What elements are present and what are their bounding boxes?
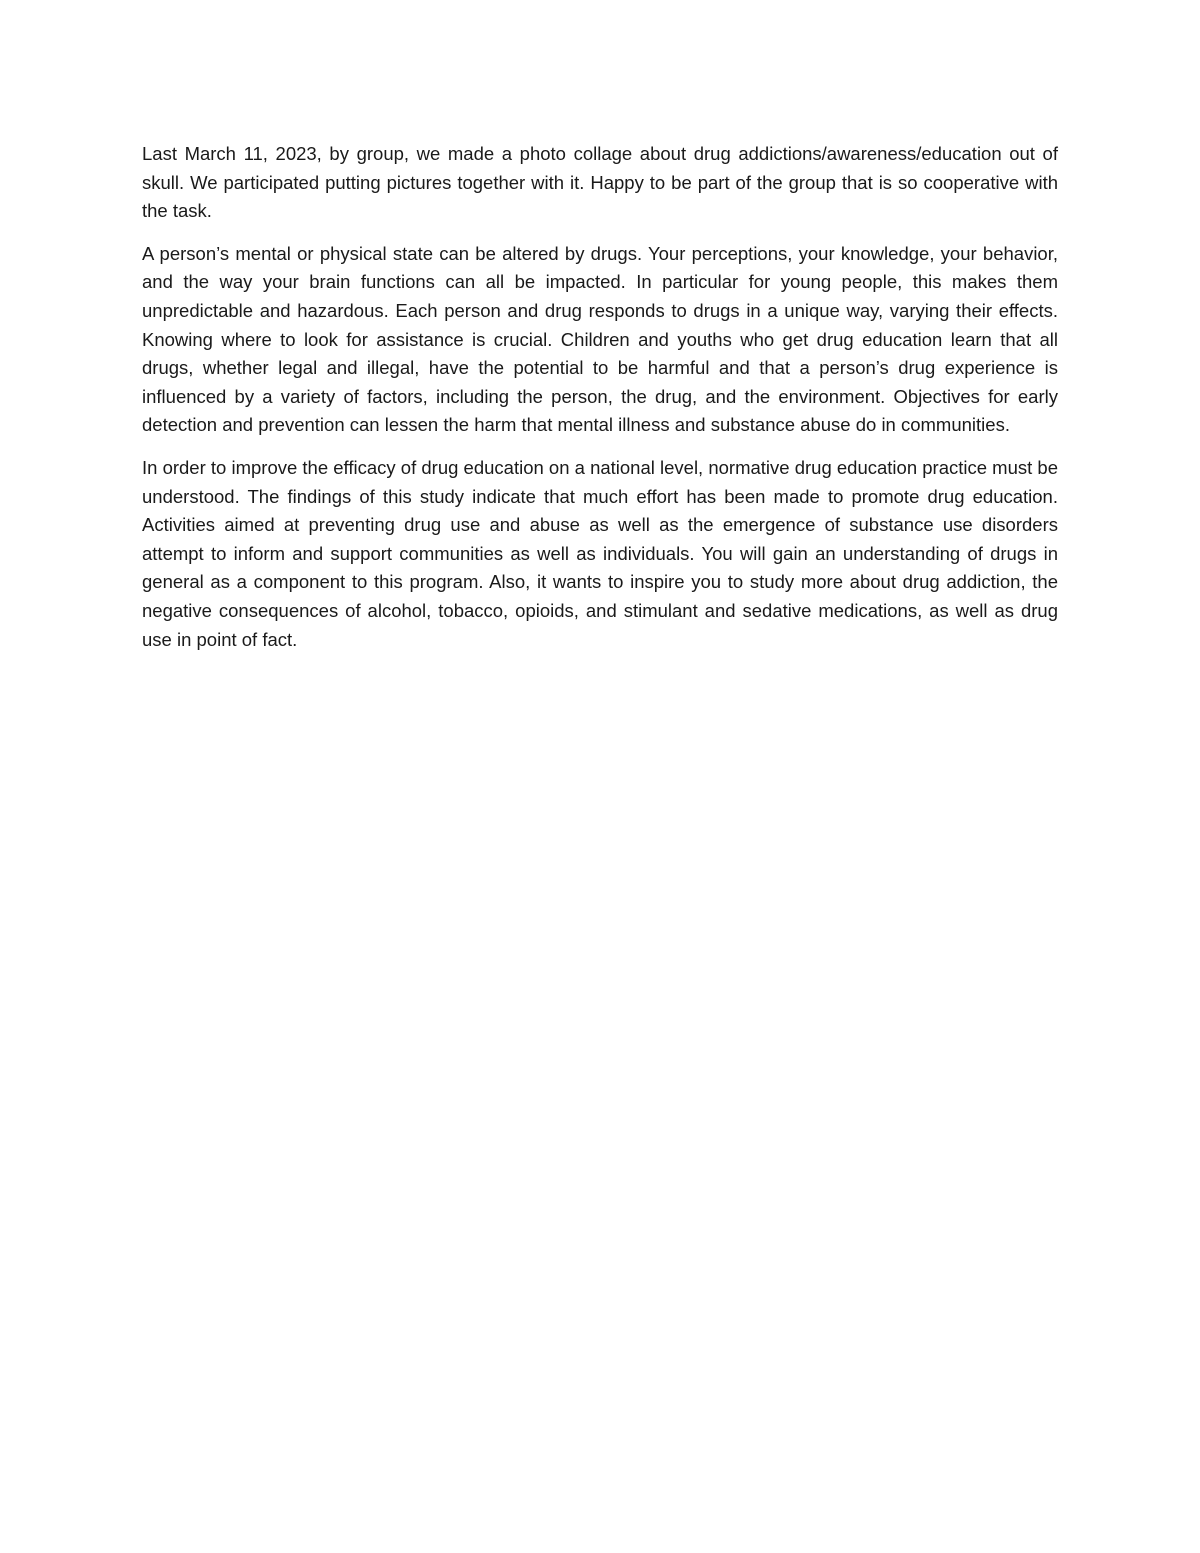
paragraph-drug-education: In order to improve the efficacy of drug education on a national level, normative drug education practice must be understood. The findings of this study indicate that much effort has been made to promote drug education. Activities aimed at preventing drug use and abuse as well as the emergence of substance use disorders attempt to inform and support communities as well as individuals. You will gain an understanding of drugs in general as a component to this program. Also, it wants to inspire you to study more about drug addiction, the negative consequences of alcohol, tobacco, opioids, and stimulant and sedative medications, as well as drug use in point of fact. [142,456,1058,650]
document-body [142,140,1058,668]
paragraph-drug-effects: A person’s mental or physical state can be altered by drugs. Your perceptions, your knowledge, your behavior, and the way your brain functions can all be impacted. In particular for young people, this makes them unpredictable and hazardous. Each person and drug responds to drugs in a unique way, varying their effects. Knowing where to look for assistance is crucial. Children and youths who get drug education learn that all drugs, whether legal and illegal, have the potential to be harmful and that a person’s drug experience is influenced by a variety of factors, including the person, the drug, and the environment. Objectives for early detection and prevention can lessen the harm that mental illness and substance abuse do in communities. [142,242,1058,436]
paragraph-photo-collage: Last March 11, 2023, by group, we made a photo collage about drug addictions/awareness/education out of skull. We participated putting pictures together with it. Happy to be part of the group that is so cooperative with the task. [142,143,1058,222]
